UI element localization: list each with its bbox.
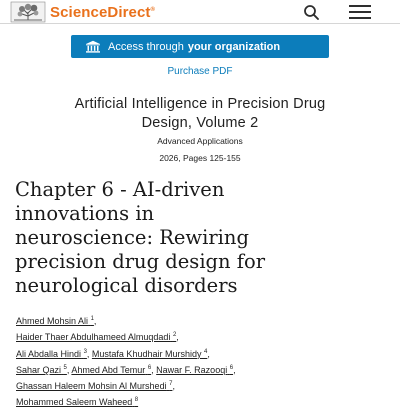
chapter-title (15, 178, 390, 298)
author-name: Mustafa Khudhair Murshidy (91, 348, 202, 359)
menu-bar-bottom (349, 17, 371, 19)
author-line (16, 393, 396, 409)
author-affiliation: 1 (90, 316, 94, 322)
author-line: Haider Thaer Abdulhameed Almuqdadi $^2$, (16, 332, 179, 343)
author-line: Ali Abdalla Hindi $^3$, Mustafa Khudhair Murshidy $^4$, (16, 348, 210, 359)
elsevier-tree-logo[interactable] (10, 1, 46, 23)
author-link[interactable] (71, 365, 151, 375)
brand-text: ScienceDirect (50, 4, 151, 21)
author-affiliation: 5 (63, 364, 67, 371)
author-link[interactable] (16, 332, 176, 342)
author-link[interactable] (16, 349, 87, 359)
author-line: Ahmed Mohsin Ali $^1$, (16, 316, 97, 326)
chapter-title-line: neuroscience: Rewiring (15, 226, 249, 249)
author-name: Ahmed Abd Temur (71, 364, 146, 375)
author-affiliation: 6 (147, 364, 152, 371)
author-name: Haider Thaer Abdulhameed Almuqdadi (16, 332, 171, 343)
access-prefix-text: Access through (108, 40, 184, 53)
author-name: Nawar F. Razooqi (156, 364, 228, 375)
author-affiliation: 8 (134, 397, 139, 404)
author-line: Ghassan Haleem Mohsin Al Murshedi $^7$, (16, 381, 175, 392)
author-affiliation: 4 (204, 348, 208, 355)
author-link[interactable] (92, 349, 207, 359)
book-subtitle: Advanced Applications (157, 136, 243, 146)
top-bar (0, 0, 400, 24)
author-link[interactable] (156, 365, 233, 375)
author-affiliation: 7 (169, 381, 173, 388)
author-affiliation: 2 (172, 332, 177, 339)
author-name: Ahmed Mohsin Ali (16, 316, 89, 326)
chapter-title-line: neurological disorders (15, 274, 238, 297)
access-bold-text: your organization (187, 40, 281, 53)
book-title-line: Design, Volume 2 (141, 115, 259, 131)
menu-bar-middle (349, 11, 371, 13)
brand-registered-mark: ® (150, 7, 156, 13)
hamburger-menu-icon[interactable] (349, 5, 371, 19)
chapter-title-line: innovations in (15, 202, 155, 225)
author-link[interactable] (16, 365, 67, 375)
author-affiliation: 3 (83, 348, 87, 355)
author-line: Sahar Qazi $^5$, Ahmed Abd Temur $^6$, Nawar F. Razooqi $^6$, (16, 364, 236, 375)
author-link[interactable] (16, 381, 172, 391)
chapter-title-line: Chapter 6 - AI-driven (15, 178, 225, 201)
book-year-pages: 2026, Pages 125-155 (159, 153, 241, 163)
book-title-line: Artificial Intelligence in Precision Drug (74, 96, 326, 112)
author-list (16, 312, 396, 410)
author-name: Ali Abdalla Hindi (16, 348, 82, 359)
menu-bar-top (349, 5, 371, 7)
author-name: Sahar Qazi (16, 364, 62, 375)
access-through-organization-button[interactable] (71, 35, 329, 58)
search-icon[interactable] (302, 3, 322, 21)
institution-icon (85, 40, 101, 53)
chapter-title-line: precision drug design for (15, 250, 266, 273)
book-title[interactable] (10, 95, 390, 133)
author-name: Mohammed Saleem Waheed (16, 397, 133, 408)
author-link[interactable] (16, 316, 94, 326)
purchase-pdf-link[interactable]: Purchase PDF (167, 66, 233, 77)
author-affiliation: 6 (229, 364, 234, 371)
brand-name[interactable] (50, 4, 155, 21)
author-link[interactable] (16, 397, 138, 407)
author-name: Ghassan Haleem Mohsin Al Murshedi (16, 381, 167, 392)
